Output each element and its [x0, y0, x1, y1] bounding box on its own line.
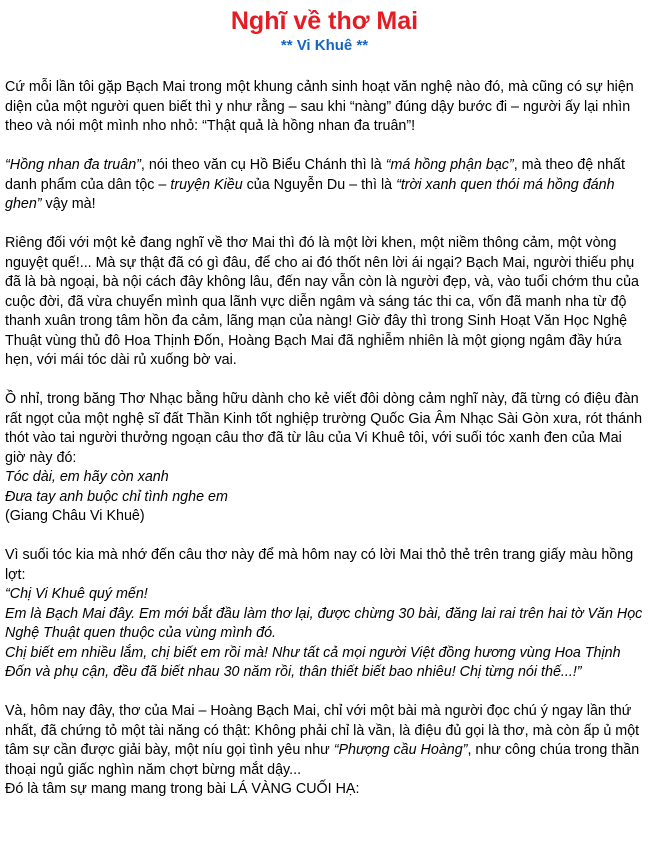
paragraph-4: [5, 390, 644, 527]
paragraph-5-text: Vì suối tóc kia mà nhớ đến câu thơ này để mà hôm nay có lời Mai thỏ thẻ trên trang giấy màu hồng lợt:: [5, 547, 634, 583]
paragraph-6-text-2: , như công chúa trong thần thoại ngủ giấc nghìn năm chợt bừng mắt dậy...: [5, 742, 640, 778]
verse-line-1: Tóc dài, em hãy còn xanh: [5, 469, 169, 485]
page-title: Nghĩ về thơ Mai: [230, 7, 419, 35]
quote-hong-nhan: “Hồng nhan đa truân”: [5, 157, 141, 173]
quote-ma-hong: “má hồng phận bạc”: [385, 157, 514, 173]
paragraph-2-text-1: , nói theo văn cụ Hồ Biểu Chánh thì là: [140, 157, 386, 173]
letter-line-1: “Chị Vi Khuê quý mến!: [5, 586, 148, 602]
quote-phuong-cau-hoang: “Phượng cầu Hoàng”: [333, 742, 468, 758]
author-line: ** Vi Khuê **: [280, 37, 369, 54]
paragraph-2-text-2: , mà theo đệ nhất danh phẩm của dân tộc –: [5, 157, 625, 193]
work-title-kieu: truyện Kiều: [170, 176, 243, 193]
paragraph-5: [5, 546, 644, 683]
paragraph-2-text-4: vậy mà!: [41, 196, 96, 212]
letter-line-3: Chị biết em nhiều lắm, chị biết em rồi mà! Như tất cả mọi người Việt đồng hương vùng Hoa Thịnh Đốn và phụ cận, đều đã biết nhau 30 năm rồi, thân thiết biết bao nhiêu! Chị từng nói thế...!”: [5, 644, 621, 680]
verse-line-2: Đưa tay anh buộc chỉ tình nghe em: [5, 488, 228, 505]
paragraph-4-text: Ồ nhỉ, trong băng Thơ Nhạc bằng hữu dành cho kẻ viết đôi dòng cảm nghĩ này, đã từng có điệu đàn rất ngọt của một nghệ sĩ đất Thần Kinh tốt nghiệp trường Quốc Gia Âm Nhạc Sài Gòn xưa, rót thánh thót vào tai người thưởng ngoạn câu thơ đã từ lâu của Vi Khuê tôi, với suối tóc xanh đen của Mai giờ này đó:: [5, 391, 643, 466]
paragraph-6-text-3: Đó là tâm sự mang mang trong bài LÁ VÀNG CUỐI HẠ:: [5, 781, 360, 797]
quote-troi-xanh: “trời xanh quen thói má hồng đánh ghen”: [5, 176, 615, 212]
article: [5, 6, 644, 819]
letter-line-2: Em là Bạch Mai đây. Em mới bắt đầu làm thơ lại, được chừng 30 bài, đăng lai rai trên hai tờ Văn Học Nghệ Thuật quen thuộc của vùng mình đó.: [5, 605, 643, 641]
paragraph-2: [5, 156, 644, 215]
article-body: [5, 78, 644, 800]
paragraph-1: Cứ mỗi lần tôi gặp Bạch Mai trong một khung cảnh sinh hoạt văn nghệ nào đó, mà cũng có sự hiện diện của một người quen biết thì y như rằng – sau khi “nàng” đúng dậy bước đi – người ấy lại nhìn theo và nói một mình nho nhỏ: “Thật quả là hồng nhan đa truân”!: [5, 79, 634, 134]
paragraph-6-text-1: Và, hôm nay đây, thơ của Mai – Hoàng Bạch Mai, chỉ với một bài mà người đọc chú ý ngay lần thứ nhất, đã chứng tỏ một tài năng có thật: Không phải chỉ là vần, là điệu đủ gọi là thơ, mà còn ấp ủ một tâm sự cần được giải bày, một níu gọi tình yêu như: [5, 703, 640, 758]
verse-source: (Giang Châu Vi Khuê): [5, 508, 145, 524]
paragraph-6: [5, 702, 644, 800]
paragraph-2-text-3: của Nguyễn Du – thì là: [242, 176, 397, 193]
paragraph-3: Riêng đối với một kẻ đang nghĩ về thơ Mai thì đó là một lời khen, một niềm thông cảm, một vòng nguyệt quế!... Mà sự thật đã có gì đâu, để cho ai đó thốt nên lời ái ngại? Bạch Mai, người thiếu phụ đã là bà ngoại, bà nội cách đây không lâu, đến nay vẫn còn là người đẹp, và, vào tuổi chớm thu của cuộc đời, đã vừa chuyển mình qua lãnh vực diễn ngâm và sáng tác thi ca, vốn đã manh nha từ độ thanh xuân trong tâm hồn đa cảm, lãng mạn của nàng! Giờ đây thì trong Sinh Hoạt Văn Học Nghệ Thuật vùng thủ đô Hoa Thịnh Đốn, Hoàng Bạch Mai đã nghiễm nhiên là một giọng ngâm đầy hứa hẹn, với mái tóc dài rủ xuống bờ vai.: [5, 235, 639, 368]
